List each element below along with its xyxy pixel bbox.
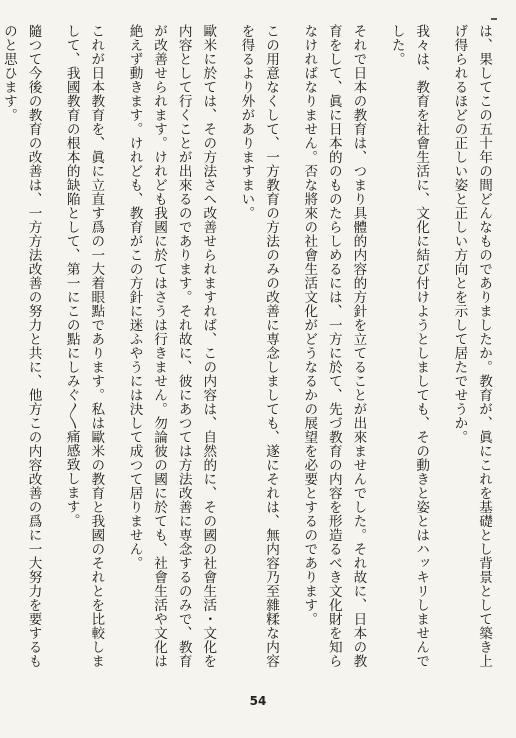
paragraph-4: この用意なくして、一方教育の方法のみの改善に専念しましても、遂にそれは、無内容乃至雜糅な内容を得るより外がありますまい。: [238, 24, 280, 668]
paragraph-5: 歐米に於ては、その方法さへ改善せられますれば、この内容は、自然的に、その國の社會生活・文化を内容として行くことが出來るのであります。それ故に、彼にあつては方法改善に専念するのみで、教育が改善せられます。けれども我國に於てはさうは行きません。勿論彼の國に於ても、社會生活や文化は絶えず動きます。けれども、教育がこの方針に迷ふやうには決して成つて居りません。: [126, 24, 217, 668]
paragraph-6: これが日本教育を、眞に立直す爲の一大着眼點であります。私は歐米の教育と我國のそれとを比較しまして、我國教育の根本的缺陥として、第一にこの點にしみぐ〱痛感致します。: [63, 24, 105, 668]
paragraph-7: 隨つて今後の教育の改善は、一方方法改善の努力と共に、他方この内容改善の爲に一大努力を要するものと思ひます。: [0, 24, 42, 668]
page-number: 54: [249, 694, 267, 708]
vertical-text-body: [0, 24, 496, 670]
paragraph-2: 我々は、教育を社會生活に、文化に結び付けようとしましても、その動きと姿とはハッキリしませんでした。: [388, 24, 430, 668]
page-mark: [491, 18, 497, 20]
paragraph-3: それで日本の教育は、つまり具體的内容的方針を立てることが出來ませんでした。それ故に、日本の教育をして、眞に日本的のものたらしめるには、一方に於て、先づ教育の内容を形造るべき文化財を知らなければなりません。否な將來の社會生活文化がどうなるかの展望を必要とするのであります。: [301, 24, 367, 668]
paragraph-1: は、果してこの五十年の間どんなものでありましたか。教育が、眞にこれを基礎とし背景として築き上げ得られるほどの正しい姿と正しい方向とを示して居たでせうか。: [451, 24, 492, 668]
